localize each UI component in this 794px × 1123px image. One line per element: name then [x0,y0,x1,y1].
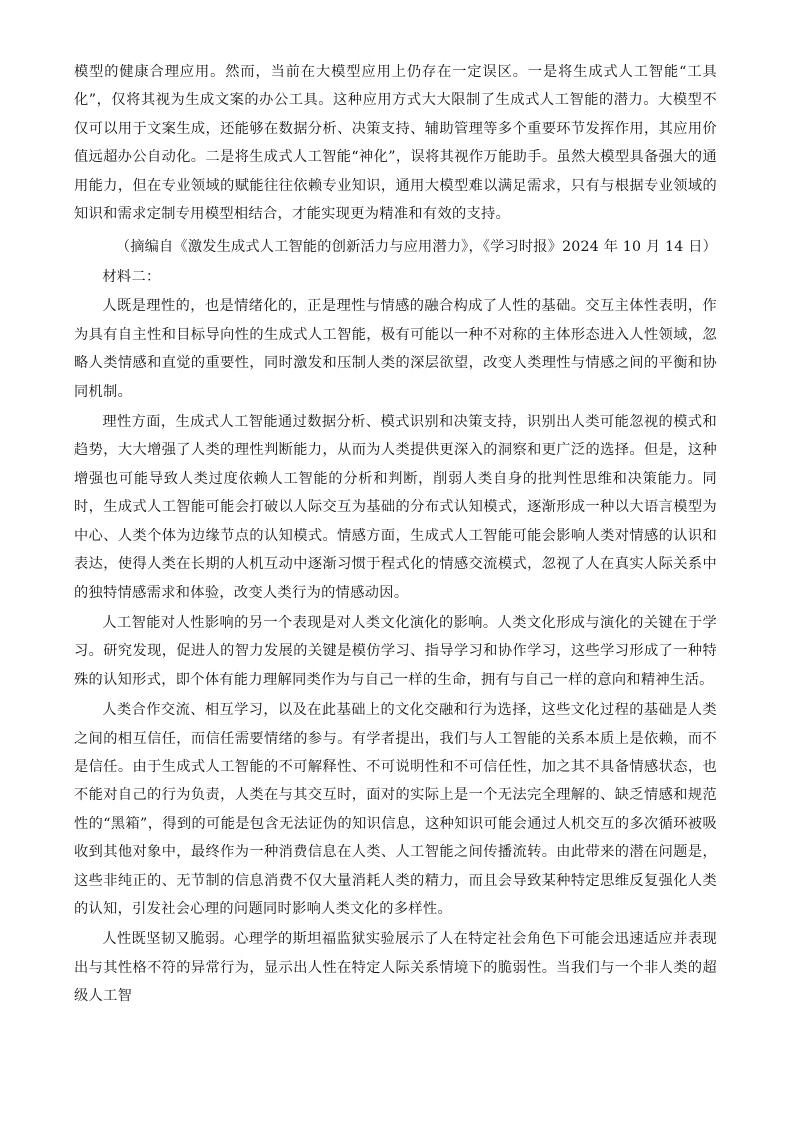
section-heading: 材料二： [102,269,161,286]
body-paragraph: 人既是理性的，也是情绪化的，正是理性与情感的融合构成了人性的基础。交互主体性表明，作为具有自主性和目标导向性的生成式人工智能，极有可能以一种不对称的主体形态进入人性领域，忽略人类情感和直觉的重要性，同时激发和压制人类的深层欲望，改变人类理性与情感之间的平衡和协同机制。 [74,298,717,400]
body-paragraph: 模型的健康合理应用。然而，当前在大模型应用上仍存在一定误区。一是将生成式人工智能“工具化”，仅将其视为生成文案的办公工具。这种应用方式大大限制了生成式人工智能的潜力。大模型不仅可以用于文案生成，还能够在数据分析、决策支持、辅助管理等多个重要环节发挥作用，其应用价值远超办公自动化。二是将生成式人工智能“神化”，误将其视作万能助手。虽然大模型具备强大的通用能力，但在专业领域的赋能往往依赖专业知识，通用大模型难以满足需求，只有与根据专业领域的知识和需求定制专用模型相结合，才能实现更为精准和有效的支持。 [74,64,717,223]
source-citation: （摘编自《激发生成式人工智能的创新活力与应用潜力》，《学习时报》2024 年 10 月 14 日） [115,239,717,256]
document-page [74,58,717,1011]
body-paragraph: 理性方面，生成式人工智能通过数据分析、模式识别和决策支持，识别出人类可能忽视的模式和趋势，大大增强了人类的理性判断能力，从而为人类提供更深入的洞察和更广泛的选择。但是，这种增强也可能导致人类过度依赖人工智能的分析和判断，削弱人类自身的批判性思维和决策能力。同时，生成式人工智能可能会打破以人际交互为基础的分布式认知模式，逐渐形成一种以大语言模型为中心、人类个体为边缘节点的认知模式。情感方面，生成式人工智能可能会影响人类对情感的认识和表达，使得人类在长期的人机互动中逐渐习惯于程式化的情感交流模式，忽视了人在真实人际关系中的独特情感需求和体验，改变人类行为的情感动因。 [74,414,717,601]
body-paragraph: 人工智能对人性影响的另一个表现是对人类文化演化的影响。人类文化形成与演化的关键在于学习。研究发现，促进人的智力发展的关键是模仿学习、指导学习和协作学习，这些学习形成了一种特殊的认知形式，即个体有能力理解同类作为与自己一样的生命，拥有与自己一样的意向和精神生活。 [74,614,717,688]
body-paragraph: 人性既坚韧又脆弱。心理学的斯坦福监狱实验展示了人在特定社会角色下可能会迅速适应并表现出与其性格不符的异常行为，显示出人性在特定人际关系情境下的脆弱性。当我们与一个非人类的超级人工智 [74,931,717,1005]
body-paragraph: 人类合作交流、相互学习，以及在此基础上的文化交融和行为选择，这些文化过程的基础是人类之间的相互信任，而信任需要情绪的参与。有学者提出，我们与人工智能的关系本质上是依赖，而不是信任。由于生成式人工智能的不可解释性、不可说明性和不可信任性，加之其不具备情感状态，也不能对自己的行为负责，人类在与其交互时，面对的实际上是一个无法完全理解的、缺乏情感和规范性的“黑箱”，得到的可能是包含无法证伪的知识信息，这种知识可能会通过人机交互的多次循环被吸收到其他对象中，最终作为一种消费信息在人类、人工智能之间传播流转。由此带来的潜在问题是，这些非纯正的、无节制的信息消费不仅大量消耗人类的精力，而且会导致某种特定思维反复强化人类的认知，引发社会心理的问题同时影响人类文化的多样性。 [74,702,717,917]
